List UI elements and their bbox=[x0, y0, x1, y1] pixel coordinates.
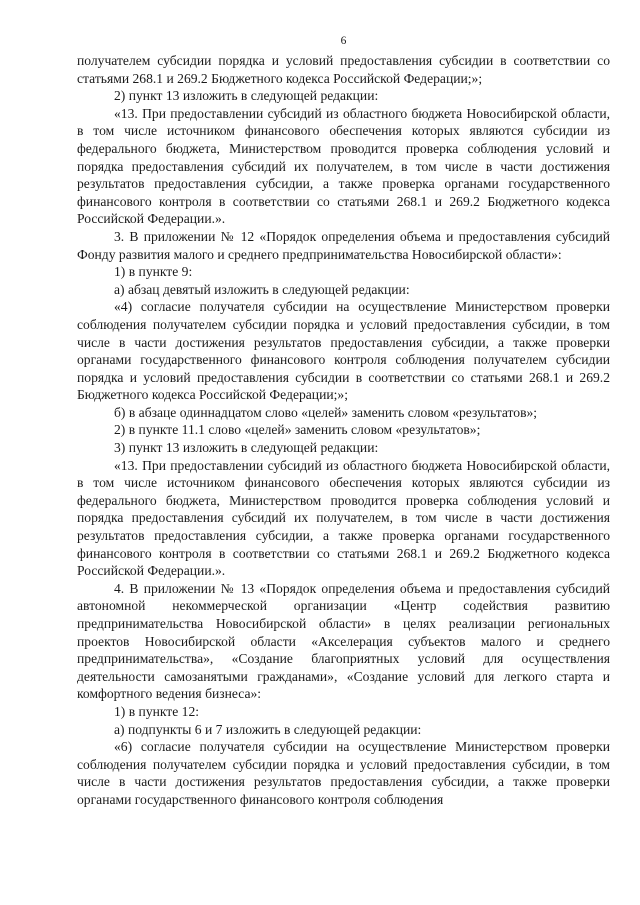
paragraph: 4. В приложении № 13 «Порядок определения объема и предоставления субсидий автономной некоммерческой организации «Центр содействия развитию предпринимательства Новосибирской области» в целях реализации региональных проектов Новосибирской области «Акселерация субъектов малого и среднего предпринимательства», «Создание благоприятных условий для осуществления деятельности самозанятыми гражданами», «Создание условий для легкого старта и комфортного ведения бизнеса»: bbox=[77, 580, 610, 702]
paragraph: 2) в пункте 11.1 слово «целей» заменить словом «результатов»; bbox=[114, 422, 481, 438]
paragraph: 3. В приложении № 12 «Порядок определения объема и предоставления субсидий Фонду развития малого и среднего предпринимательства Новосибирской области»: bbox=[77, 228, 610, 262]
paragraph: получателем субсидии порядка и условий предоставления субсидии в соответствии со статьями 268.1 и 269.2 Бюджетного кодекса Российской Федерации;»; bbox=[77, 53, 610, 86]
paragraph: «13. При предоставлении субсидий из областного бюджета Новосибирской области, в том числе источником финансового обеспечения которых являются субсидии из федерального бюджета, Министерством проводится проверка соблюдения условий и порядка предоставления субсидий их получателем, в том числе в части достижения результатов предоставления субсидии, а также проверка органами государственного финансового контроля в соответствии со статьями 268.1 и 269.2 Бюджетного кодекса Российской Федерации.». bbox=[77, 105, 610, 227]
paragraph: б) в абзаце одиннадцатом слово «целей» заменить словом «результатов»; bbox=[114, 404, 538, 420]
paragraph: «13. При предоставлении субсидий из областного бюджета Новосибирской области, в том числе источником финансового обеспечения которых являются субсидии из федерального бюджета, Министерством проводится проверка соблюдения условий и порядка предоставления субсидий их получателем, в том числе в части достижения результатов предоставления субсидии, а также проверка органами государственного финансового контроля в соответствии со статьями 268.1 и 269.2 Бюджетного кодекса Российской Федерации.». bbox=[77, 457, 610, 579]
paragraph: 2) пункт 13 изложить в следующей редакции: bbox=[114, 88, 379, 104]
paragraph: «6) согласие получателя субсидии на осуществление Министерством проверки соблюдения получателем субсидии порядка и условий предоставления субсидии, в том числе в части достижения результатов предоставления субсидии, а также проверки органами государственного финансового контроля соблюдения bbox=[77, 739, 610, 807]
paragraph: а) подпункты 6 и 7 изложить в следующей редакции: bbox=[114, 721, 422, 737]
paragraph: а) абзац девятый изложить в следующей редакции: bbox=[114, 281, 410, 297]
paragraph: «4) согласие получателя субсидии на осуществление Министерством проверки соблюдения получателем субсидии порядка и условий предоставления субсидии, в том числе в части достижения результатов предоставления субсидии, а также проверки органами государственного финансового контроля соблюдения получателем субсидии порядка и условий предоставления субсидии в соответствии со статьями 268.1 и 269.2 Бюджетного кодекса Российской Федерации;»; bbox=[77, 299, 610, 403]
paragraph: 1) в пункте 9: bbox=[114, 264, 193, 280]
paragraph: 1) в пункте 12: bbox=[114, 703, 200, 719]
document-body bbox=[77, 52, 610, 809]
page-number: 6 bbox=[340, 35, 347, 47]
paragraph: 3) пункт 13 изложить в следующей редакции: bbox=[114, 440, 379, 456]
